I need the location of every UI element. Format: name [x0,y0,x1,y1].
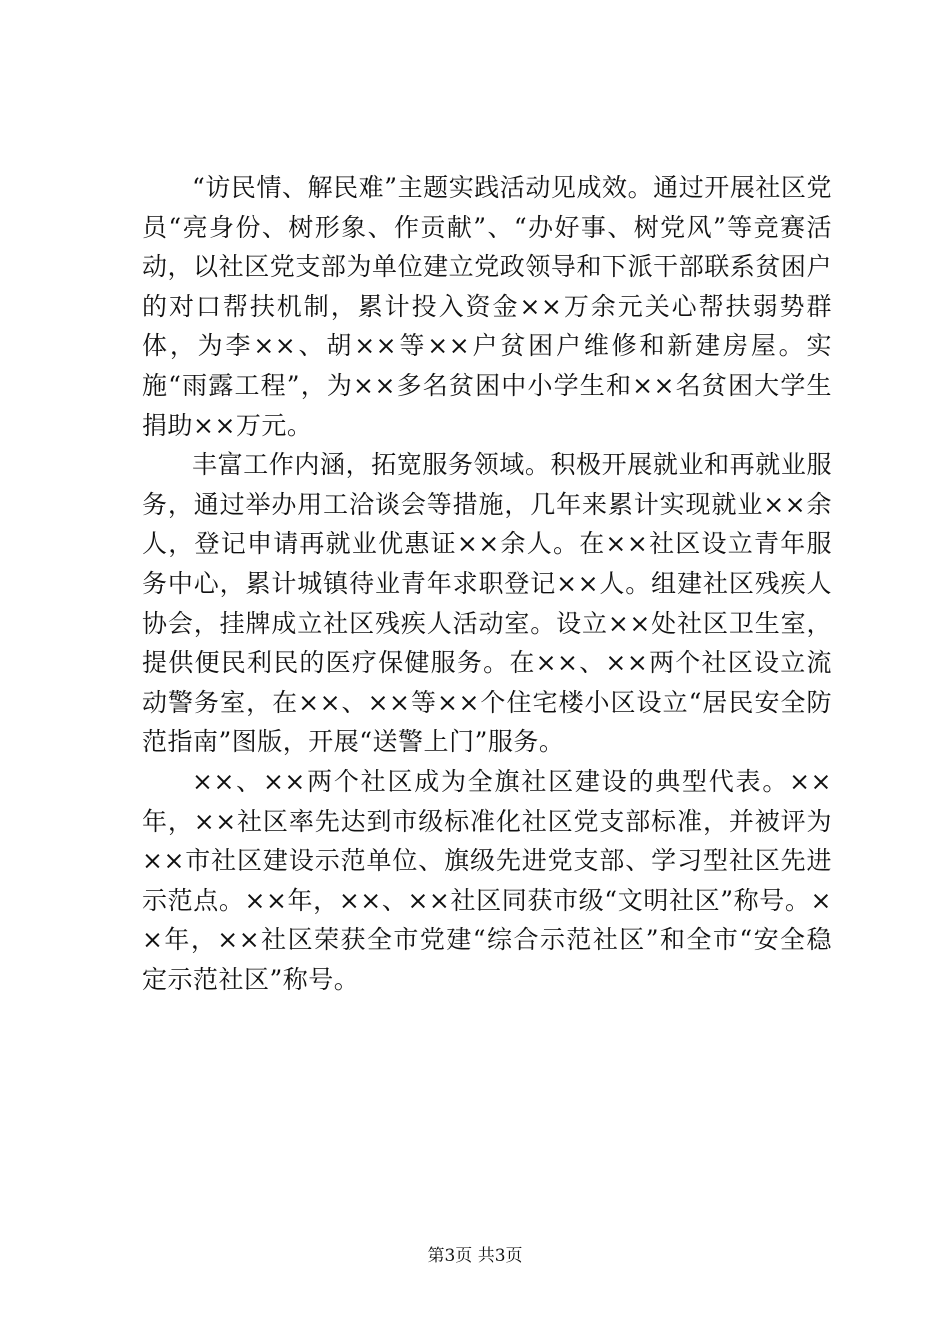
paragraph-2: 丰富工作内涵，拓宽服务领域。积极开展就业和再就业服务，通过举办用工洽谈会等措施，几年来累计实现就业××余人，登记申请再就业优惠证××余人。在××社区设立青年服务中心，累计城镇待业青年求职登记××人。组建社区残疾人协会，挂牌成立社区残疾人活动室。设立××处社区卫生室，提供便民利民的医疗保健服务。在××、××两个社区设立流动警务室，在××、××等××个住宅楼小区设立“居民安全防范指南”图版，开展“送警上门”服务。 [142,450,832,757]
paragraph-1: “访民情、解民难”主题实践活动见成效。通过开展社区党员“亮身份、树形象、作贡献”、“办好事、树党风”等竞赛活动，以社区党支部为单位建立党政领导和下派干部联系贫困户的对口帮扶机制，累计投入资金××万余元关心帮扶弱势群体，为李××、胡××等××户贫困户维修和新建房屋。实施“雨露工程”，为××多名贫困中小学生和××名贫困大学生捐助××万元。 [142,173,832,440]
paragraph-3: ××、××两个社区成为全旗社区建设的典型代表。××年，××社区率先达到市级标准化社区党支部标准，并被评为××市社区建设示范单位、旗级先进党支部、学习型社区先进示范点。××年，××、××社区同获市级“文明社区”称号。××年，××社区荣获全市党建“综合示范社区”和全市“安全稳定示范社区”称号。 [142,766,832,994]
page-number-footer: 第3页 共3页 [427,1246,523,1266]
document-body [142,168,832,999]
